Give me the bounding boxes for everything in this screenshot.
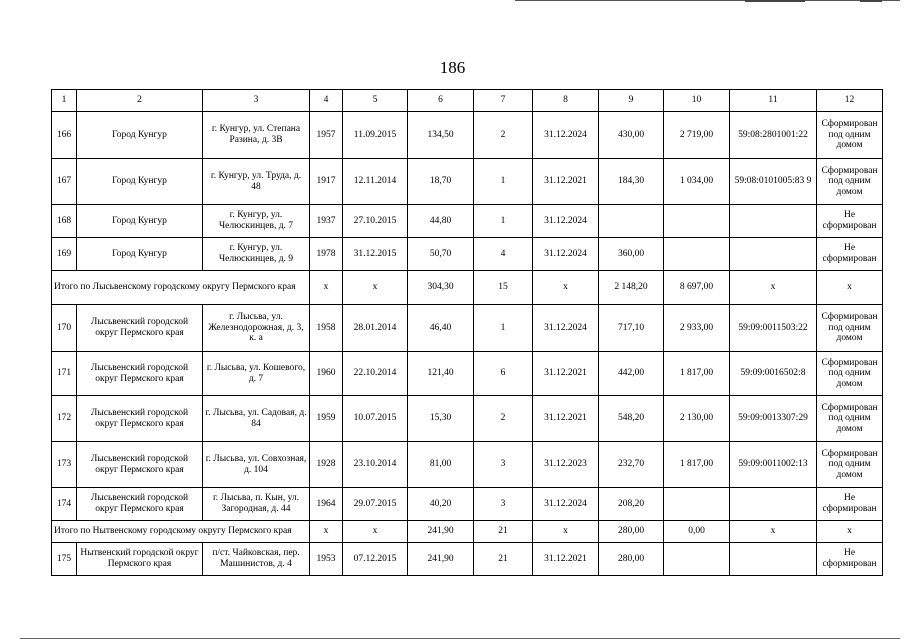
table-cell: 46,40 [408, 305, 474, 352]
scan-mark [860, 0, 882, 2]
column-header: 8 [533, 90, 599, 112]
table-cell: 50,70 [408, 238, 474, 271]
column-header: 2 [77, 90, 203, 112]
scan-edge-top [515, 0, 900, 5]
table-cell: г. Лысьва, ул. Железнодорожная, д. 3, к. а [203, 305, 310, 352]
table-cell: 168 [52, 205, 77, 238]
column-header: 7 [474, 90, 533, 112]
table-cell: 0,00 [664, 521, 730, 543]
table-cell: 23.10.2014 [343, 442, 408, 488]
table-cell: 2 [474, 396, 533, 442]
table-row [52, 352, 883, 396]
table-cell: 241,90 [408, 543, 474, 576]
table-cell: 12.11.2014 [343, 159, 408, 205]
table-cell: х [730, 271, 817, 305]
table-cell: 31.12.2024 [533, 205, 599, 238]
table-cell: 166 [52, 112, 77, 159]
table-cell: 21 [474, 521, 533, 543]
table-cell: Город Кунгур [77, 112, 203, 159]
table-cell: 173 [52, 442, 77, 488]
table-cell: 232,70 [599, 442, 664, 488]
table-cell: 208,20 [599, 488, 664, 521]
table-cell: 3 [474, 488, 533, 521]
table-cell: 169 [52, 238, 77, 271]
table-cell: 27.10.2015 [343, 205, 408, 238]
table-cell: Сформирован под одним домом [817, 112, 883, 159]
scan-mark [745, 0, 805, 2]
table-cell: Сформирован под одним домом [817, 396, 883, 442]
table-cell: 28.01.2014 [343, 305, 408, 352]
table-row [52, 159, 883, 205]
table-cell: 548,20 [599, 396, 664, 442]
table-row [52, 238, 883, 271]
table-cell [730, 205, 817, 238]
subtotal-label: Итого по Лысьвенскому городскому округу Пермского края [52, 271, 310, 305]
table-cell: Нытвенский городской округ Пермского края [77, 543, 203, 576]
table-cell: 31.12.2021 [533, 159, 599, 205]
table-cell: Лысьвенский городской округ Пермского края [77, 352, 203, 396]
table-cell: Не сформирован [817, 543, 883, 576]
column-header: 10 [664, 90, 730, 112]
table-cell: 6 [474, 352, 533, 396]
table-cell: 1 [474, 305, 533, 352]
table-cell: 2 148,20 [599, 271, 664, 305]
table-cell: 134,50 [408, 112, 474, 159]
table-cell: 59:09:0011002:13 [730, 442, 817, 488]
table-cell: 11.09.2015 [343, 112, 408, 159]
table-cell: 44,80 [408, 205, 474, 238]
table-row [52, 543, 883, 576]
table-cell: 170 [52, 305, 77, 352]
table-cell: 430,00 [599, 112, 664, 159]
table-cell: 1953 [310, 543, 343, 576]
table-cell [664, 488, 730, 521]
table-cell: 1 [474, 159, 533, 205]
subtotal-row [52, 271, 883, 305]
table-cell: 280,00 [599, 521, 664, 543]
table-cell: 174 [52, 488, 77, 521]
subtotal-row [52, 521, 883, 543]
table-cell: Город Кунгур [77, 159, 203, 205]
table-cell: 81,00 [408, 442, 474, 488]
table-cell: 59:08:0101005:83 9 [730, 159, 817, 205]
table-row [52, 442, 883, 488]
table-cell: 1928 [310, 442, 343, 488]
table-cell: г. Лысьва, п. Кын, ул. Загородная, д. 44 [203, 488, 310, 521]
table-cell: 172 [52, 396, 77, 442]
column-header: 9 [599, 90, 664, 112]
table-cell: 171 [52, 352, 77, 396]
column-header: 3 [203, 90, 310, 112]
table-cell: Не сформирован [817, 238, 883, 271]
table-cell: 29.07.2015 [343, 488, 408, 521]
column-header: 11 [730, 90, 817, 112]
table-cell: 1959 [310, 396, 343, 442]
table-cell: 280,00 [599, 543, 664, 576]
table-cell: 1 817,00 [664, 442, 730, 488]
table-cell: 1 [474, 205, 533, 238]
header-row [52, 90, 883, 112]
table-cell: 59:09:0013307:29 [730, 396, 817, 442]
table-cell: Город Кунгур [77, 205, 203, 238]
table-cell: 15 [474, 271, 533, 305]
table-cell: Лысьвенский городской округ Пермского края [77, 442, 203, 488]
table-cell: 717,10 [599, 305, 664, 352]
table-cell: г. Лысьва, ул. Кошевого, д. 7 [203, 352, 310, 396]
table-cell: 1960 [310, 352, 343, 396]
table-cell: х [730, 521, 817, 543]
table-row [52, 205, 883, 238]
table-cell: 31.12.2023 [533, 442, 599, 488]
column-header: 6 [408, 90, 474, 112]
table-cell: 2 130,00 [664, 396, 730, 442]
table-cell: 2 [474, 112, 533, 159]
table-cell: х [310, 521, 343, 543]
table-cell: 07.12.2015 [343, 543, 408, 576]
table-cell: 31.12.2021 [533, 543, 599, 576]
table-cell: 1 817,00 [664, 352, 730, 396]
table-cell: 59:09:0016502:8 [730, 352, 817, 396]
table-cell: 1937 [310, 205, 343, 238]
table-cell: Сформирован под одним домом [817, 352, 883, 396]
table-cell: Лысьвенский городской округ Пермского края [77, 396, 203, 442]
column-header: 1 [52, 90, 77, 112]
table-cell: 40,20 [408, 488, 474, 521]
table-row [52, 396, 883, 442]
table-cell: г. Лысьва, ул. Садовая, д. 84 [203, 396, 310, 442]
table-row [52, 488, 883, 521]
housing-register-table [51, 89, 883, 576]
table-cell [730, 488, 817, 521]
table-cell: 1958 [310, 305, 343, 352]
table-cell: 304,30 [408, 271, 474, 305]
table-cell: 1978 [310, 238, 343, 271]
table-cell: г. Лысьва, ул. Совхозная, д. 104 [203, 442, 310, 488]
page-number: 186 [439, 58, 466, 77]
table-row [52, 305, 883, 352]
table-cell: 184,30 [599, 159, 664, 205]
table-cell: п/ст. Чайковская, пер. Машинистов, д. 4 [203, 543, 310, 576]
table-cell [664, 543, 730, 576]
table-cell: 59:08:2801001:22 [730, 112, 817, 159]
table-cell: Лысьвенский городской округ Пермского края [77, 488, 203, 521]
table-cell: 2 933,00 [664, 305, 730, 352]
table-cell [730, 543, 817, 576]
table-cell: 121,40 [408, 352, 474, 396]
table-cell: Не сформирован [817, 488, 883, 521]
table-cell: 18,70 [408, 159, 474, 205]
column-header: 12 [817, 90, 883, 112]
column-header: 4 [310, 90, 343, 112]
table-cell: 21 [474, 543, 533, 576]
table-cell: Сформирован под одним домом [817, 159, 883, 205]
table-cell: г. Кунгур, ул. Челюскинцев, д. 9 [203, 238, 310, 271]
table-cell: г. Кунгур, ул. Челюскинцев, д. 7 [203, 205, 310, 238]
table-cell: 31.12.2024 [533, 305, 599, 352]
table-cell: х [533, 271, 599, 305]
table-cell: 1917 [310, 159, 343, 205]
column-header: 5 [343, 90, 408, 112]
table-cell: Сформирован под одним домом [817, 442, 883, 488]
table-cell: 1957 [310, 112, 343, 159]
table-cell [730, 238, 817, 271]
table-row [52, 112, 883, 159]
table-cell: 1964 [310, 488, 343, 521]
table-cell: 1 034,00 [664, 159, 730, 205]
table-cell: 8 697,00 [664, 271, 730, 305]
table-cell: 241,90 [408, 521, 474, 543]
table-cell: г. Кунгур, ул. Степана Разина, д. 3В [203, 112, 310, 159]
table-cell: Город Кунгур [77, 238, 203, 271]
table-cell [664, 238, 730, 271]
table-cell: Не сформирован [817, 205, 883, 238]
table-cell: 31.12.2024 [533, 112, 599, 159]
table-cell: 360,00 [599, 238, 664, 271]
table-cell: х [533, 521, 599, 543]
subtotal-label: Итого по Нытвенскому городскому округу Пермского края [52, 521, 310, 543]
table-cell: Лысьвенский городской округ Пермского края [77, 305, 203, 352]
table-cell: 175 [52, 543, 77, 576]
table-cell: 3 [474, 442, 533, 488]
table-cell: 31.12.2024 [533, 238, 599, 271]
table-cell: 59:09:0011503:22 [730, 305, 817, 352]
table-cell: 4 [474, 238, 533, 271]
table-cell [599, 205, 664, 238]
table-cell: 15,30 [408, 396, 474, 442]
table-cell: Сформирован под одним домом [817, 305, 883, 352]
table-cell: 167 [52, 159, 77, 205]
table-cell: х [310, 271, 343, 305]
table-cell: 31.12.2024 [533, 488, 599, 521]
table-cell [664, 205, 730, 238]
scan-edge-bottom [20, 636, 900, 639]
table-cell: 31.12.2015 [343, 238, 408, 271]
table-cell: 2 719,00 [664, 112, 730, 159]
table-cell: 31.12.2021 [533, 396, 599, 442]
table-cell: г. Кунгур, ул. Труда, д. 48 [203, 159, 310, 205]
table-cell: 442,00 [599, 352, 664, 396]
table-cell: 10.07.2015 [343, 396, 408, 442]
table-cell: х [817, 521, 883, 543]
table-cell: х [343, 521, 408, 543]
table-cell: х [343, 271, 408, 305]
table-cell: 22.10.2014 [343, 352, 408, 396]
table-cell: х [817, 271, 883, 305]
table-cell: 31.12.2021 [533, 352, 599, 396]
